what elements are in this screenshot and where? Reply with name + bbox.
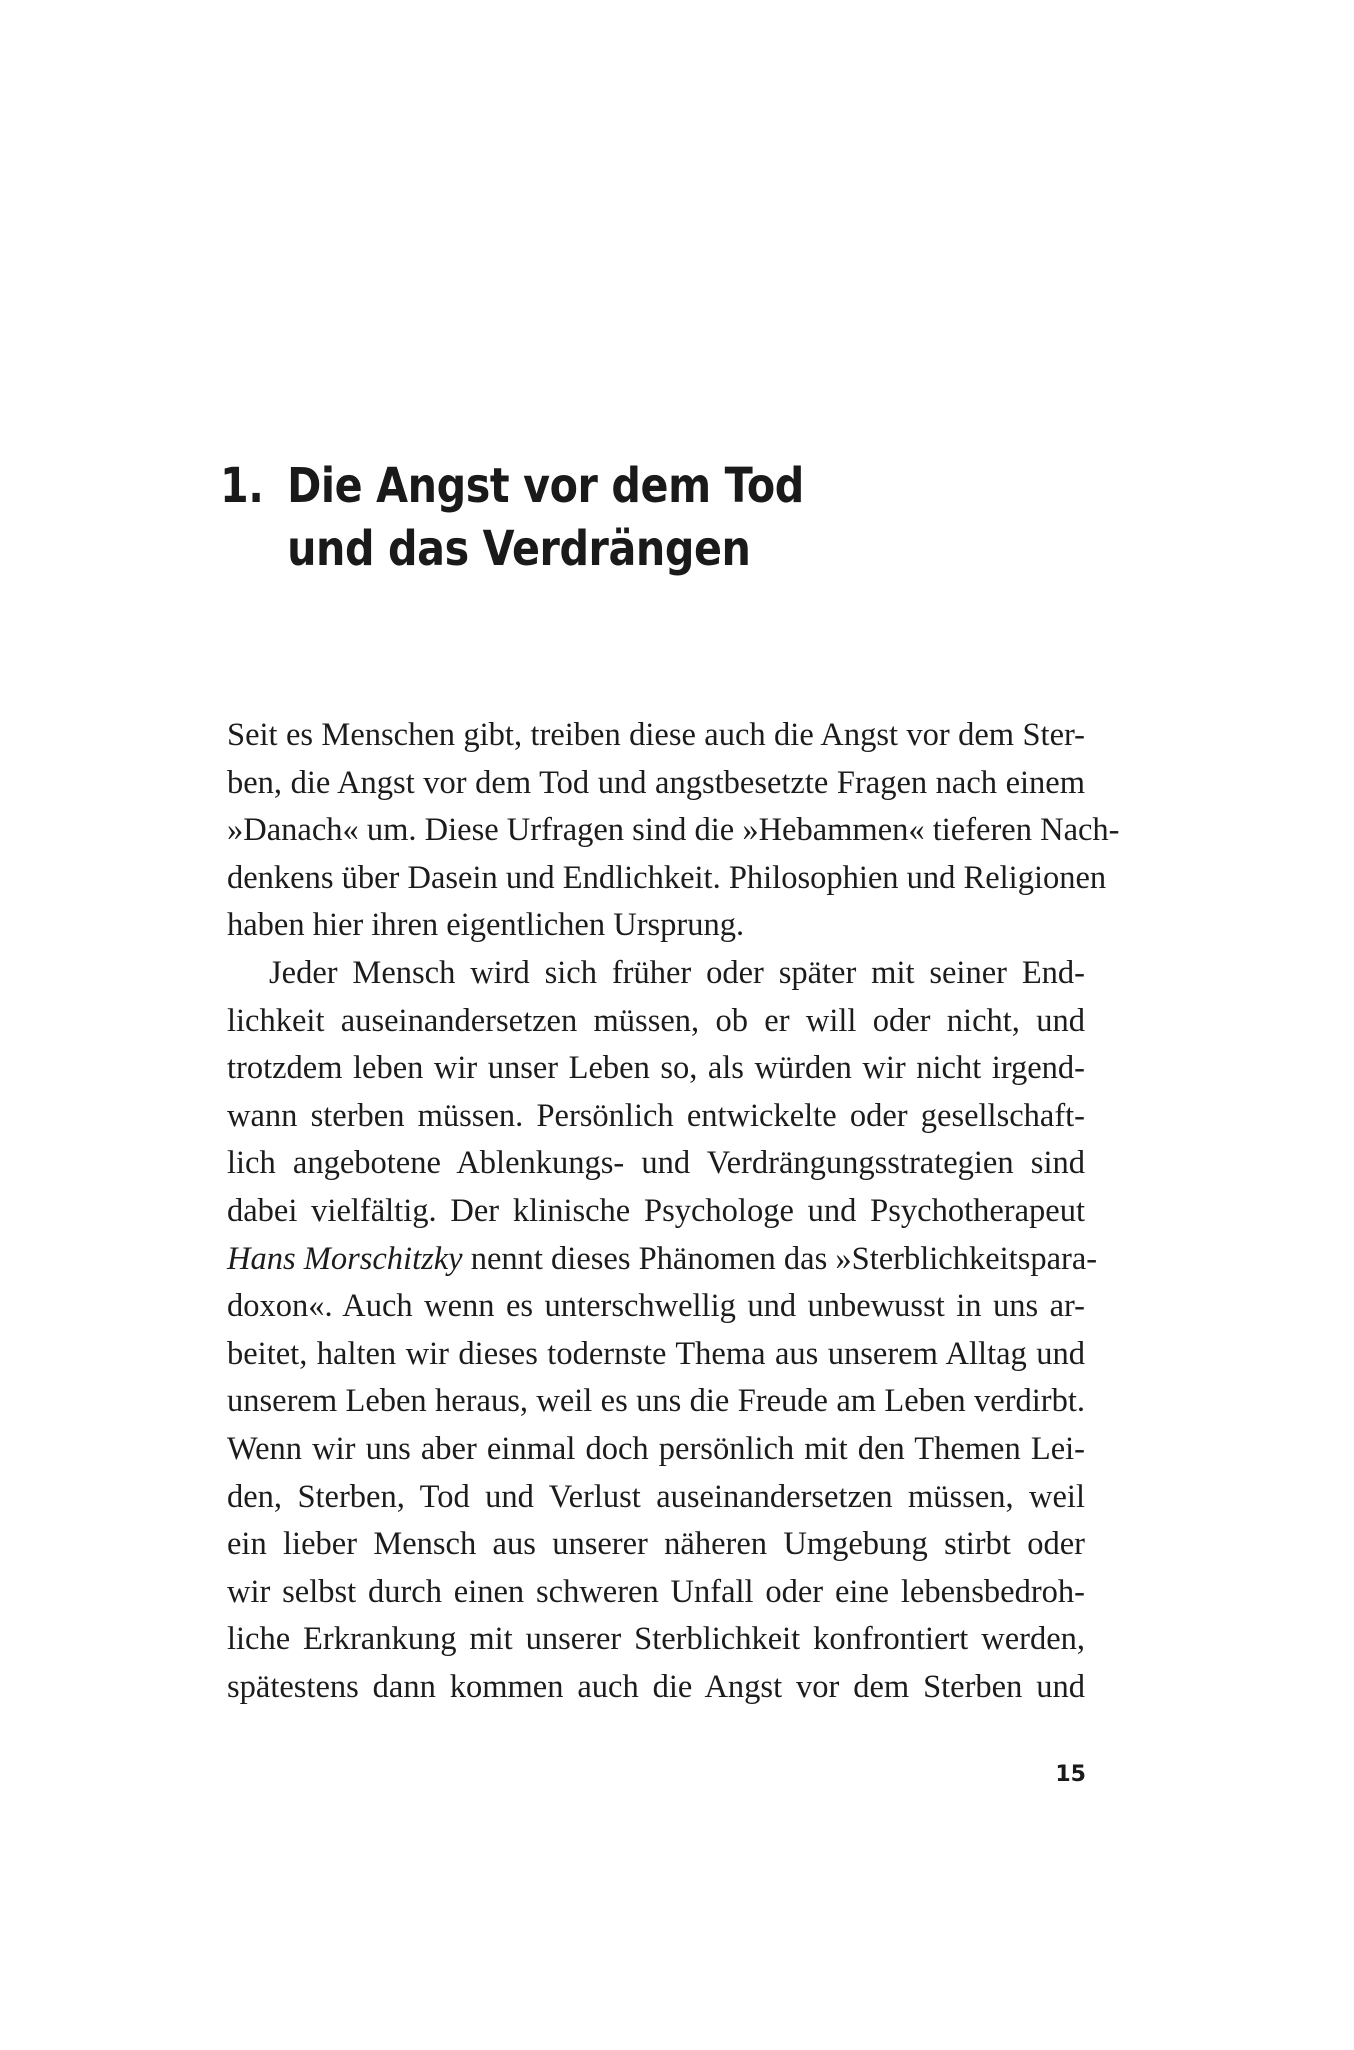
text-line: lichkeit auseinandersetzen müssen, ob er will oder nicht, und — [227, 1002, 1085, 1039]
text-line: ben, die Angst vor dem Tod und angstbesetzte Fragen nach einem — [227, 764, 1085, 801]
chapter-title — [287, 455, 804, 581]
text-fragment: nennt dieses Phänomen das »Sterblichkeitspara- — [462, 1240, 1098, 1277]
text-line: ein lieber Mensch aus unserer näheren Umgebung stirbt oder — [227, 1526, 1085, 1563]
text-line: beitet, halten wir dieses todernste Thema aus unserem Alltag und — [227, 1335, 1085, 1372]
text-line: denkens über Dasein und Endlichkeit. Philosophien und Religionen — [227, 859, 1107, 896]
text-line: doxon«. Auch wenn es unterschwellig und unbewusst in uns ar- — [227, 1288, 1085, 1325]
text-line: Seit es Menschen gibt, treiben diese auch die Angst vor dem Ster- — [227, 717, 1085, 753]
text-line-with-name — [227, 1236, 1098, 1284]
person-name: Hans Morschitzky — [227, 1240, 463, 1277]
text-line: den, Sterben, Tod und Verlust auseinandersetzen müssen, weil — [227, 1478, 1085, 1515]
chapter-title-line: Die Angst vor dem Tod — [287, 458, 804, 514]
chapter-number: 1. — [220, 458, 264, 514]
text-line: spätestens dann kommen auch die Angst vor dem Sterben und — [227, 1668, 1085, 1705]
text-line: dabei vielfältig. Der klinische Psychologe und Psychotherapeut — [227, 1192, 1085, 1229]
text-line: haben hier ihren eigentlichen Ursprung. — [227, 907, 745, 944]
text-line: wir selbst durch einen schweren Unfall oder eine lebensbedroh- — [227, 1573, 1085, 1610]
chapter-title-line: und das Verdrängen — [287, 521, 751, 577]
text-line: lich angebotene Ablenkungs- und Verdrängungsstrategien sind — [227, 1145, 1085, 1182]
text-line: Wenn wir uns aber einmal doch persönlich mit den Themen Lei- — [227, 1430, 1085, 1467]
text-line: Jeder Mensch wird sich früher oder später mit seiner End- — [269, 954, 1085, 991]
text-line: trotzdem leben wir unser Leben so, als würden wir nicht irgend- — [227, 1050, 1085, 1087]
page-number: 15 — [1055, 1762, 1086, 1787]
text-line: unserem Leben heraus, weil es uns die Freude am Leben verdirbt. — [227, 1383, 1085, 1420]
text-line: wann sterben müssen. Persönlich entwickelte oder gesellschaft- — [227, 1097, 1085, 1134]
body-text — [227, 712, 1120, 1711]
text-line: liche Erkrankung mit unserer Sterblichkeit konfrontiert werden, — [227, 1621, 1085, 1658]
text-line: »Danach« um. Diese Urfragen sind die »Hebammen« tieferen Nach- — [227, 812, 1120, 849]
